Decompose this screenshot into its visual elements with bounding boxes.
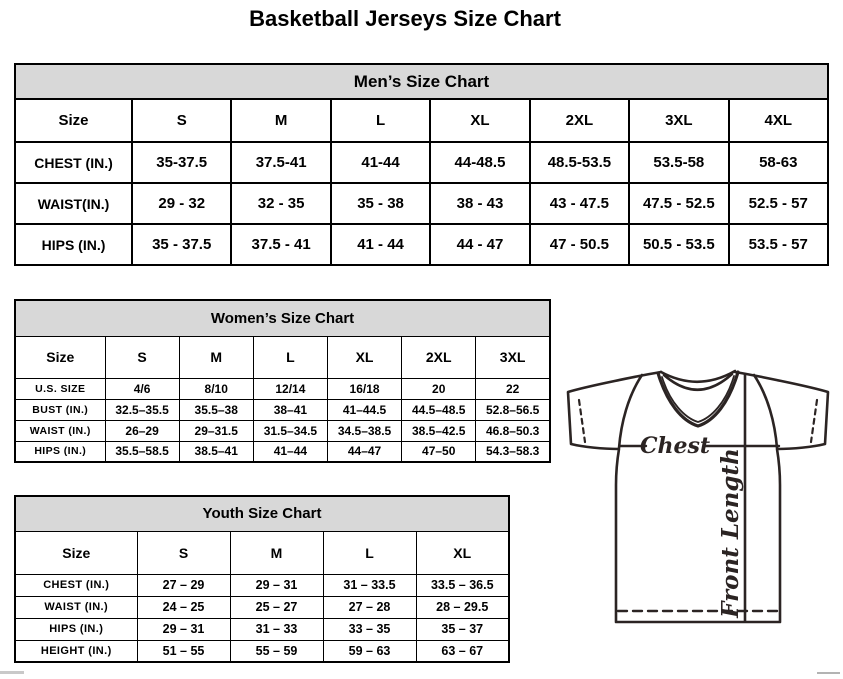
- size-value: 37.5-41: [231, 142, 330, 183]
- size-value: 44–47: [327, 441, 401, 462]
- size-value: 31 – 33: [230, 618, 323, 640]
- size-value: 35.5–58.5: [105, 441, 179, 462]
- size-value: 54.3–58.3: [476, 441, 550, 462]
- womens-size-chart-table-title: Women’s Size Chart: [15, 300, 550, 336]
- size-value: 41–44: [253, 441, 327, 462]
- size-value: 44.5–48.5: [402, 399, 476, 420]
- column-header-m: M: [230, 531, 323, 574]
- column-header-xl: XL: [416, 531, 509, 574]
- size-value: 29 – 31: [230, 574, 323, 596]
- chest-label: Chest: [639, 433, 711, 459]
- right-cuff-dashed-line: [811, 400, 817, 442]
- row-label: WAIST (IN.): [15, 596, 137, 618]
- size-value: 31.5–34.5: [253, 420, 327, 441]
- size-value: 4/6: [105, 378, 179, 399]
- size-value: 48.5-53.5: [530, 142, 629, 183]
- column-header-3xl: 3XL: [476, 336, 550, 378]
- size-value: 52.8–56.5: [476, 399, 550, 420]
- size-value: 25 – 27: [230, 596, 323, 618]
- size-header: Size: [15, 531, 137, 574]
- column-header-s: S: [105, 336, 179, 378]
- row-label: HEIGHT (IN.): [15, 640, 137, 662]
- column-header-2xl: 2XL: [402, 336, 476, 378]
- size-header: Size: [15, 99, 132, 142]
- size-value: 38.5–41: [179, 441, 253, 462]
- size-value: 35 - 38: [331, 183, 430, 224]
- column-header-m: M: [179, 336, 253, 378]
- size-value: 63 – 67: [416, 640, 509, 662]
- screenshot-artifact-right: [817, 672, 840, 674]
- size-value: 47 - 50.5: [530, 224, 629, 265]
- size-value: 27 – 28: [323, 596, 416, 618]
- size-value: 55 – 59: [230, 640, 323, 662]
- row-label: WAIST (IN.): [15, 420, 105, 441]
- size-value: 26–29: [105, 420, 179, 441]
- size-value: 16/18: [327, 378, 401, 399]
- front-length-label: Front Length: [717, 448, 744, 618]
- size-value: 38.5–42.5: [402, 420, 476, 441]
- size-value: 33 – 35: [323, 618, 416, 640]
- column-header-l: L: [331, 99, 430, 142]
- screenshot-artifact-left: [0, 671, 24, 674]
- size-value: 32 - 35: [231, 183, 330, 224]
- size-value: 12/14: [253, 378, 327, 399]
- size-value: 44-48.5: [430, 142, 529, 183]
- row-label: WAIST(IN.): [15, 183, 132, 224]
- size-value: 59 – 63: [323, 640, 416, 662]
- size-value: 44 - 47: [430, 224, 529, 265]
- size-value: 53.5 - 57: [729, 224, 828, 265]
- column-header-l: L: [253, 336, 327, 378]
- size-value: 31 – 33.5: [323, 574, 416, 596]
- row-label: CHEST (IN.): [15, 142, 132, 183]
- size-value: 37.5 - 41: [231, 224, 330, 265]
- size-value: 41-44: [331, 142, 430, 183]
- size-value: 20: [402, 378, 476, 399]
- column-header-s: S: [132, 99, 231, 142]
- size-value: 46.8–50.3: [476, 420, 550, 441]
- column-header-3xl: 3XL: [629, 99, 728, 142]
- column-header-4xl: 4XL: [729, 99, 828, 142]
- mens-size-chart-table: [14, 63, 829, 266]
- size-value: 35 - 37.5: [132, 224, 231, 265]
- row-label: BUST (IN.): [15, 399, 105, 420]
- size-value: 27 – 29: [137, 574, 230, 596]
- size-value: 8/10: [179, 378, 253, 399]
- row-label: HIPS (IN.): [15, 441, 105, 462]
- size-value: 35 – 37: [416, 618, 509, 640]
- size-value: 35.5–38: [179, 399, 253, 420]
- left-cuff-dashed-line: [579, 400, 585, 442]
- column-header-2xl: 2XL: [530, 99, 629, 142]
- size-value: 53.5-58: [629, 142, 728, 183]
- size-value: 29 - 32: [132, 183, 231, 224]
- size-value: 52.5 - 57: [729, 183, 828, 224]
- size-value: 28 – 29.5: [416, 596, 509, 618]
- page-title: Basketball Jerseys Size Chart: [249, 6, 561, 31]
- jersey-measurement-diagram: [558, 361, 840, 633]
- column-header-m: M: [231, 99, 330, 142]
- row-label: U.S. SIZE: [15, 378, 105, 399]
- size-value: 38–41: [253, 399, 327, 420]
- size-value: 29 – 31: [137, 618, 230, 640]
- right-armhole-seam: [754, 375, 777, 448]
- size-value: 41–44.5: [327, 399, 401, 420]
- jersey-outline-path: [568, 372, 828, 622]
- mens-size-chart-table-title: Men’s Size Chart: [15, 64, 828, 99]
- size-value: 34.5–38.5: [327, 420, 401, 441]
- column-header-s: S: [137, 531, 230, 574]
- size-value: 33.5 – 36.5: [416, 574, 509, 596]
- row-label: HIPS (IN.): [15, 618, 137, 640]
- size-value: 35-37.5: [132, 142, 231, 183]
- size-value: 58-63: [729, 142, 828, 183]
- size-value: 24 – 25: [137, 596, 230, 618]
- womens-size-chart-table: [14, 299, 551, 463]
- youth-size-chart-table: [14, 495, 510, 663]
- size-value: 29–31.5: [179, 420, 253, 441]
- size-value: 41 - 44: [331, 224, 430, 265]
- size-value: 22: [476, 378, 550, 399]
- size-value: 47–50: [402, 441, 476, 462]
- size-value: 51 – 55: [137, 640, 230, 662]
- youth-size-chart-table-title: Youth Size Chart: [15, 496, 509, 531]
- size-value: 47.5 - 52.5: [629, 183, 728, 224]
- size-value: 50.5 - 53.5: [629, 224, 728, 265]
- size-value: 38 - 43: [430, 183, 529, 224]
- size-value: 43 - 47.5: [530, 183, 629, 224]
- row-label: HIPS (IN.): [15, 224, 132, 265]
- size-value: 32.5–35.5: [105, 399, 179, 420]
- size-header: Size: [15, 336, 105, 378]
- row-label: CHEST (IN.): [15, 574, 137, 596]
- column-header-xl: XL: [430, 99, 529, 142]
- column-header-xl: XL: [327, 336, 401, 378]
- left-armhole-seam: [619, 375, 642, 448]
- column-header-l: L: [323, 531, 416, 574]
